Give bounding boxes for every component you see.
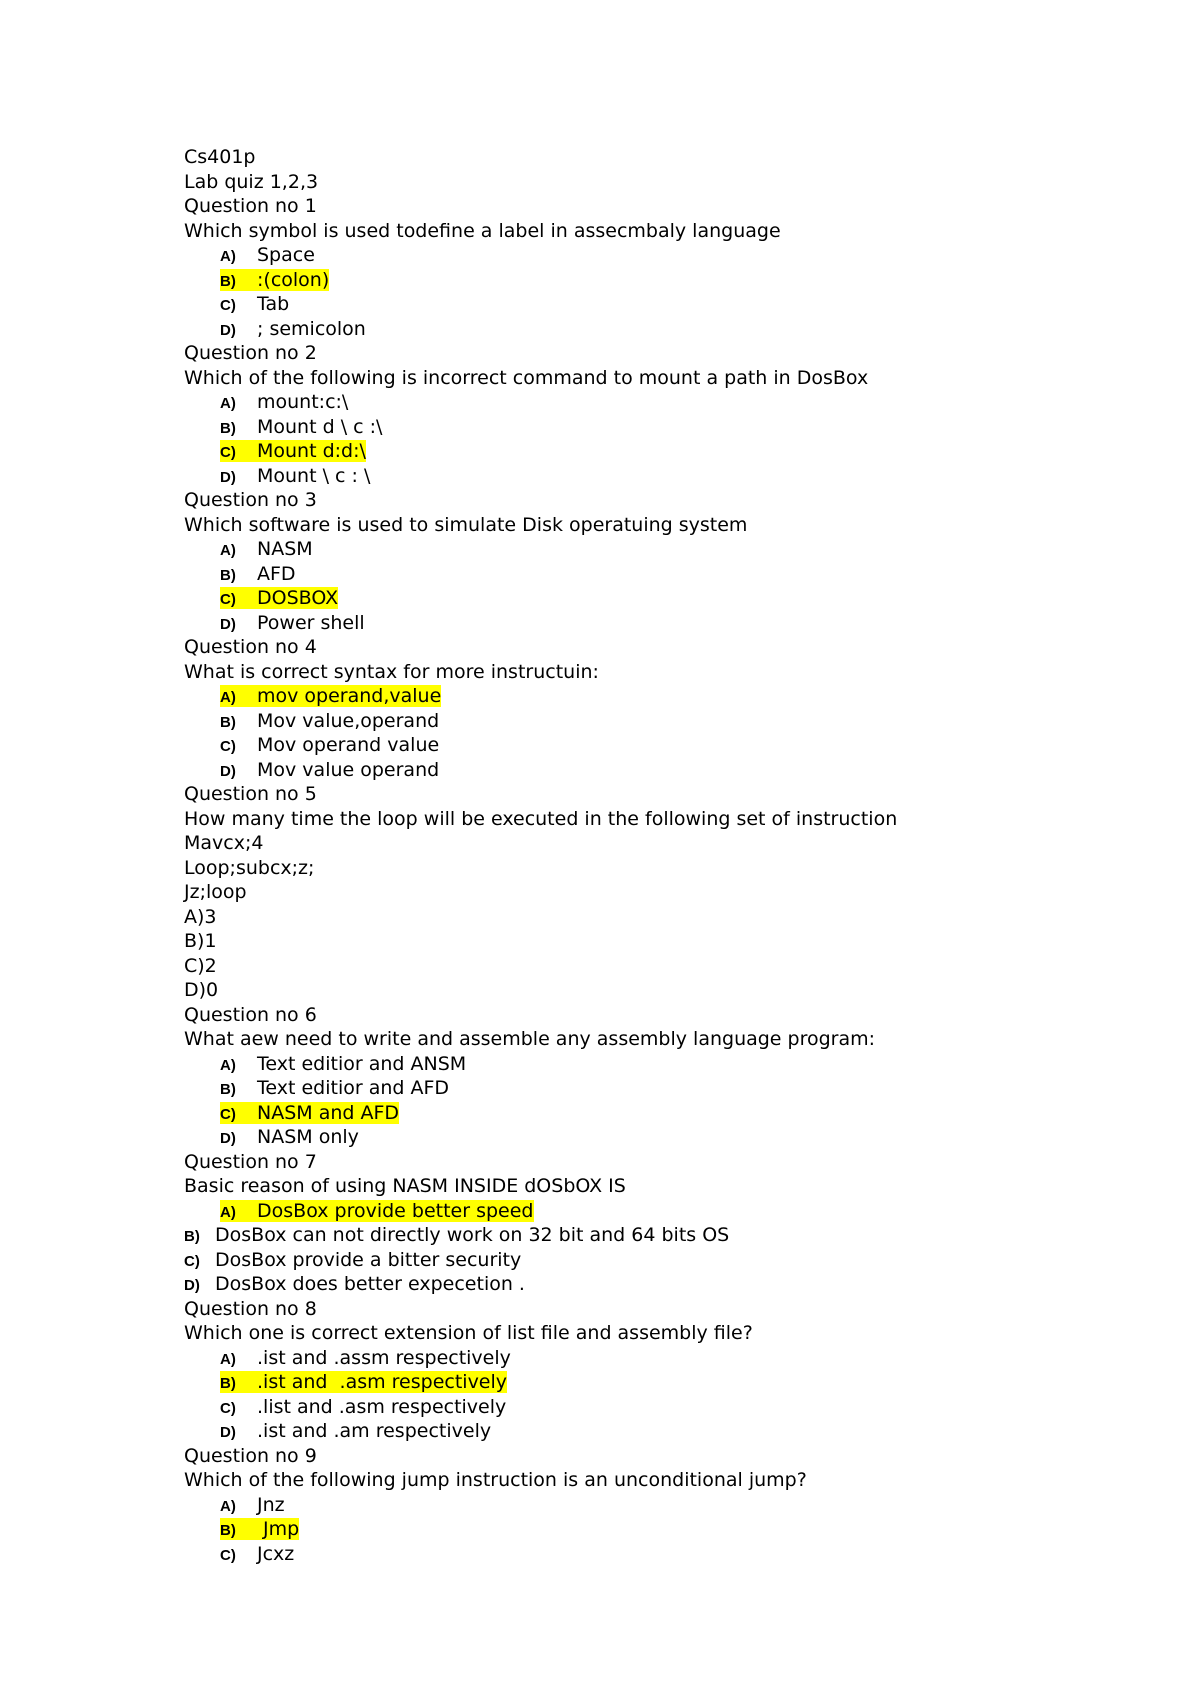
answer-highlight	[220, 1102, 399, 1124]
option-text: AFD	[257, 562, 296, 585]
answer-option-correct	[184, 1199, 1164, 1224]
question-block	[184, 1003, 1164, 1150]
option-text: :(colon)	[257, 268, 330, 291]
option-letter: A)	[220, 689, 236, 706]
option-text: DosBox does better expecetion .	[215, 1273, 525, 1295]
answer-content	[220, 416, 382, 438]
option-letter: A)	[220, 248, 236, 265]
answer-option	[184, 1052, 1164, 1077]
option-text: Tab	[257, 293, 290, 315]
code-line: Mavcx;4	[184, 832, 264, 854]
option-text: Jcxz	[257, 1542, 295, 1565]
answer-content	[220, 1077, 449, 1099]
option-text: ; semicolon	[257, 317, 366, 340]
answer-content	[220, 391, 348, 413]
answer-option-correct	[184, 1370, 1164, 1395]
quiz-title: Lab quiz 1,2,3	[184, 170, 319, 193]
question-block	[184, 341, 1164, 488]
question-list	[184, 194, 1164, 1566]
answer-option	[184, 1493, 1164, 1518]
answer-option	[184, 537, 1164, 562]
answer-content	[220, 1347, 511, 1369]
option-text: Power shell	[257, 611, 365, 634]
answer-option: D)0	[184, 979, 219, 1001]
option-text: Mount d \ c :\	[257, 415, 383, 438]
option-text: Mov value,operand	[257, 709, 440, 732]
code-line: Jz;loop	[184, 881, 247, 903]
question-text: What is correct syntax for more instructuin:	[184, 660, 599, 683]
question-text: What aew need to write and assemble any assembly language program:	[184, 1028, 876, 1050]
question-block	[184, 635, 1164, 782]
answer-content	[220, 293, 289, 315]
option-text: NASM	[257, 538, 313, 560]
answer-option-correct	[184, 684, 1164, 709]
option-letter: A)	[220, 1056, 236, 1074]
option-letter: A)	[220, 395, 236, 412]
option-text: Jmp	[257, 1518, 300, 1540]
option-letter: C)	[220, 1546, 236, 1564]
course-code: Cs401p	[184, 146, 256, 168]
option-text: .ist and .am respectively	[257, 1420, 492, 1442]
question-heading: Question no 3	[184, 489, 317, 511]
answer-option	[184, 1076, 1164, 1101]
option-text: Mov value operand	[257, 758, 440, 781]
answer-option	[184, 415, 1164, 440]
answer-highlight	[220, 1200, 534, 1222]
option-letter: B)	[220, 713, 236, 731]
option-letter: A)	[220, 1497, 236, 1515]
answer-content	[220, 318, 366, 340]
answer-option	[184, 611, 1164, 636]
option-text: Space	[257, 244, 315, 266]
option-letter: D)	[220, 1130, 236, 1147]
option-text: DosBox can not directly work on 32 bit and 64 bits OS	[215, 1224, 730, 1246]
answer-content	[220, 759, 439, 781]
document-page	[184, 145, 1164, 1566]
option-letter: B)	[220, 1081, 236, 1098]
question-block	[184, 1444, 1164, 1567]
answer-content	[220, 538, 313, 560]
question-heading: Question no 4	[184, 636, 317, 658]
option-text: Mount d:d:\	[257, 440, 366, 462]
option-letter: C)	[220, 1399, 236, 1417]
option-letter: B)	[220, 419, 236, 437]
answer-option-correct	[184, 439, 1164, 464]
answer-option	[184, 390, 1164, 415]
answer-content	[220, 465, 370, 487]
option-letter: A)	[220, 1203, 236, 1221]
answer-option: C)2	[184, 954, 217, 977]
option-letter: A)	[220, 1350, 236, 1368]
answer-option: B)1	[184, 930, 217, 952]
question-block	[184, 194, 1164, 341]
option-text: mount:c:\	[257, 391, 349, 413]
answer-option	[184, 1346, 1164, 1371]
answer-option	[184, 1125, 1164, 1150]
option-text: Mov operand value	[257, 734, 440, 756]
option-letter: D)	[220, 1424, 236, 1441]
option-text: NASM only	[257, 1126, 359, 1148]
answer-option	[184, 733, 1164, 758]
answer-option-correct	[184, 586, 1164, 611]
option-text: Mount \ c : \	[257, 464, 371, 487]
question-text: Which one is correct extension of list file and assembly file?	[184, 1322, 753, 1344]
question-heading: Question no 8	[184, 1297, 317, 1320]
option-text: Text editior and ANSM	[257, 1052, 467, 1075]
answer-option	[184, 1419, 1164, 1444]
answer-content	[220, 563, 296, 585]
answer-highlight	[220, 1518, 299, 1540]
option-letter: C)	[220, 591, 236, 608]
option-letter: B)	[220, 1522, 236, 1539]
option-text: .list and .asm respectively	[257, 1395, 507, 1418]
question-heading: Question no 5	[184, 783, 317, 805]
option-letter: C)	[220, 297, 236, 314]
option-text: DosBox provide better speed	[257, 1199, 534, 1222]
answer-content	[220, 710, 439, 732]
answer-option	[184, 317, 1164, 342]
answer-highlight	[220, 685, 441, 707]
answer-option-correct	[184, 1101, 1164, 1126]
option-letter: B)	[220, 272, 236, 290]
answer-highlight	[220, 269, 329, 291]
answer-highlight	[220, 1371, 507, 1393]
option-text: .ist and .assm respectively	[257, 1346, 511, 1369]
question-text: How many time the loop will be executed in the following set of instruction	[184, 807, 898, 830]
answer-content	[220, 612, 365, 634]
option-letter: D)	[220, 762, 236, 780]
option-text: Text editior and AFD	[257, 1077, 450, 1099]
option-text: NASM and AFD	[257, 1101, 400, 1124]
answer-option	[184, 1395, 1164, 1420]
question-text: Which of the following is incorrect command to mount a path in DosBox	[184, 366, 869, 389]
answer-option	[184, 1272, 1164, 1297]
answer-option-correct	[184, 1517, 1164, 1542]
option-text: mov operand,value	[257, 685, 442, 707]
option-letter: C)	[184, 1252, 200, 1270]
answer-option	[184, 758, 1164, 783]
question-text: Basic reason of using NASM INSIDE dOSbOX IS	[184, 1175, 626, 1197]
answer-option	[184, 1542, 1164, 1567]
answer-content	[220, 1543, 294, 1565]
question-heading: Question no 1	[184, 195, 317, 217]
answer-content	[220, 1126, 359, 1148]
question-heading: Question no 6	[184, 1003, 317, 1026]
option-text: Jnz	[257, 1493, 285, 1516]
question-heading: Question no 2	[184, 342, 317, 364]
option-text: DOSBOX	[257, 587, 339, 609]
code-line: Loop;subcx;z;	[184, 856, 315, 879]
answer-content	[220, 1494, 285, 1516]
answer-highlight	[220, 440, 366, 462]
answer-option	[184, 292, 1164, 317]
answer-option-correct	[184, 268, 1164, 293]
option-letter: D)	[220, 468, 236, 486]
answer-option	[184, 562, 1164, 587]
option-letter: C)	[220, 1105, 236, 1123]
answer-option	[184, 1223, 1164, 1248]
question-block	[184, 1297, 1164, 1444]
option-letter: B)	[220, 566, 236, 584]
answer-option: A)3	[184, 905, 217, 928]
answer-highlight	[220, 587, 338, 609]
question-block	[184, 782, 1164, 1003]
option-text: .ist and .asm respectively	[257, 1371, 508, 1393]
option-letter: A)	[220, 542, 236, 559]
answer-content	[220, 734, 439, 756]
option-letter: B)	[184, 1228, 200, 1245]
question-text: Which of the following jump instruction is an unconditional jump?	[184, 1469, 807, 1491]
question-heading: Question no 9	[184, 1444, 317, 1467]
answer-content	[184, 1273, 525, 1295]
option-letter: D)	[220, 615, 236, 633]
question-text: Which symbol is used todefine a label in assecmbaly language	[184, 219, 781, 242]
answer-content	[220, 244, 315, 266]
answer-content	[220, 1396, 506, 1418]
question-text: Which software is used to simulate Disk operatuing system	[184, 513, 748, 536]
option-letter: C)	[220, 738, 236, 755]
answer-content	[184, 1249, 521, 1271]
answer-option	[184, 1248, 1164, 1273]
question-block	[184, 1150, 1164, 1297]
answer-option	[184, 243, 1164, 268]
answer-option	[184, 709, 1164, 734]
option-letter: D)	[220, 321, 236, 339]
answer-content	[184, 1224, 729, 1246]
option-letter: C)	[220, 444, 236, 461]
option-letter: B)	[220, 1375, 236, 1392]
answer-content	[220, 1053, 466, 1075]
question-heading: Question no 7	[184, 1150, 317, 1173]
question-block	[184, 488, 1164, 635]
option-text: DosBox provide a bitter security	[215, 1248, 522, 1271]
answer-option	[184, 464, 1164, 489]
option-letter: D)	[184, 1277, 200, 1294]
answer-content	[220, 1420, 491, 1442]
